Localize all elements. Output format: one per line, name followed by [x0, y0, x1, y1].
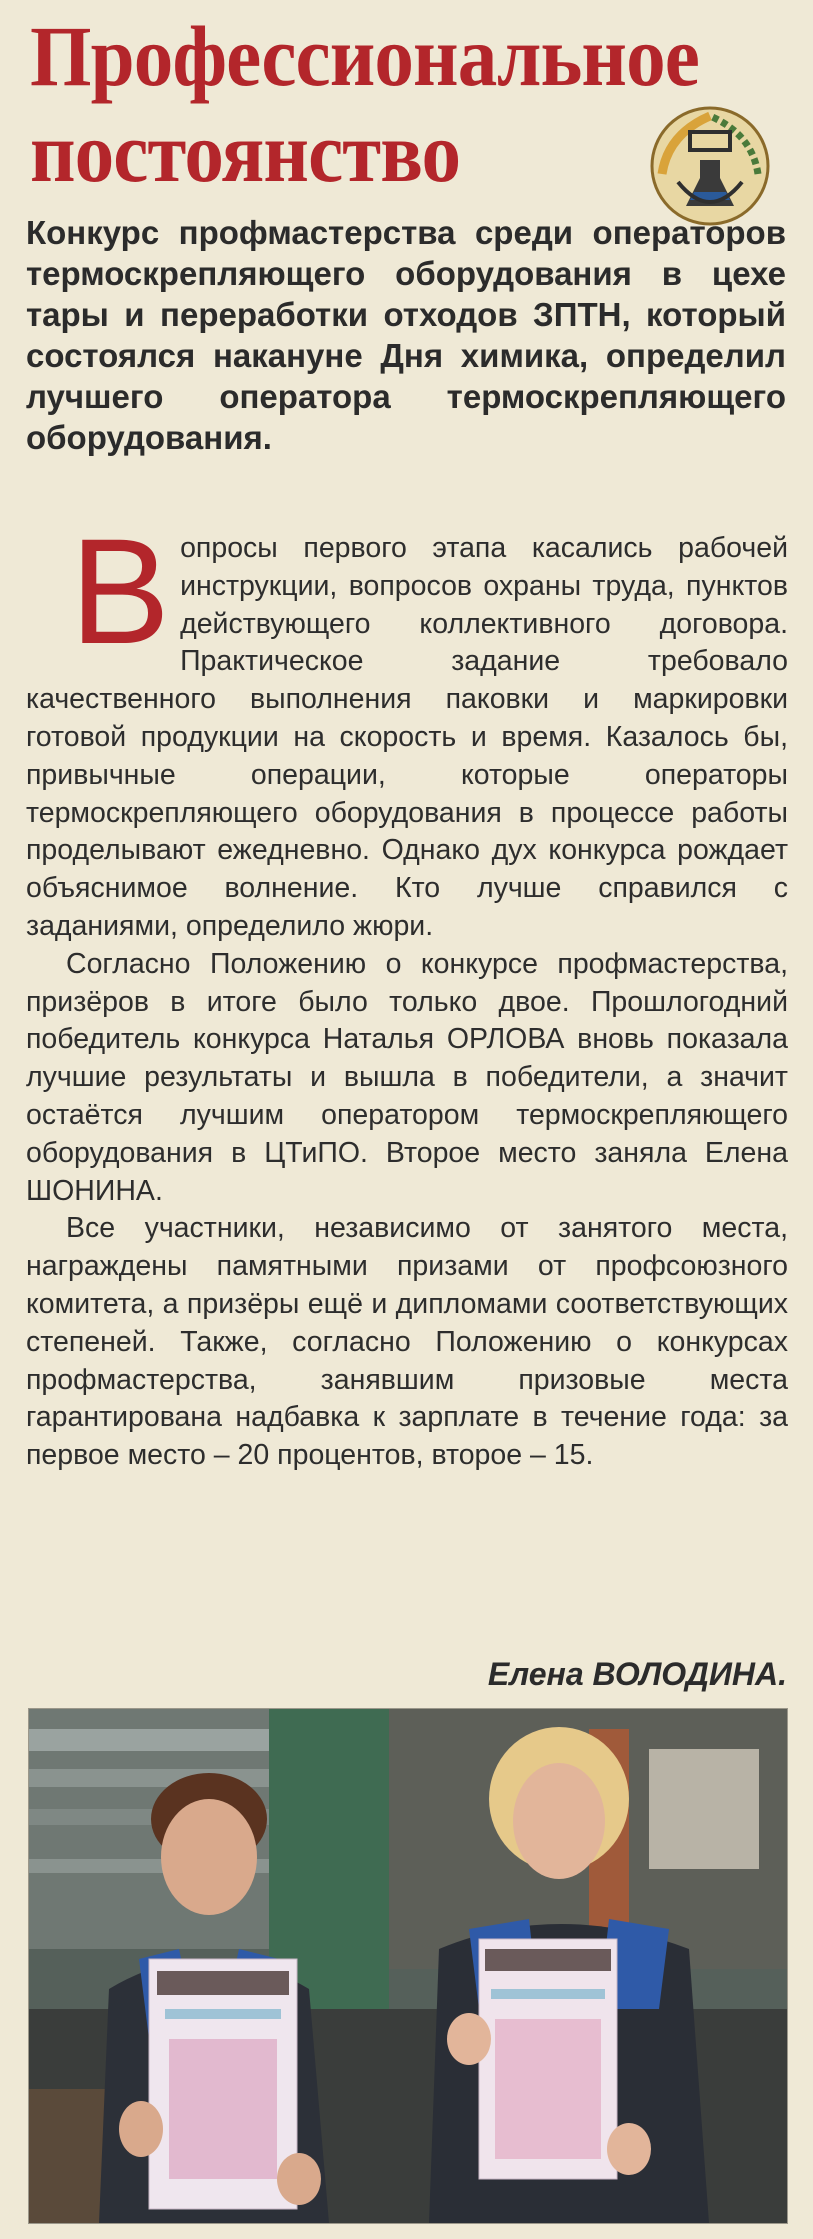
headline-line-1: Профессиональное [30, 8, 699, 104]
drop-cap: В [70, 507, 171, 675]
article-body [26, 507, 788, 1475]
article-photo [28, 1708, 788, 2224]
article-lead: Конкурс профмастерства среди операторов термоскрепляющего оборудования в цехе тары и переработки отходов ЗПТН, который состоялся накануне Дня химика, определил лучшего оператора термоскрепляющего оборудования. [26, 214, 786, 456]
article-headline [30, 8, 699, 200]
photo-two-women-diplomas [29, 1709, 787, 2223]
author-signature: Елена ВОЛОДИНА. [487, 1656, 787, 1692]
union-emblem-icon [648, 104, 772, 228]
paragraph-2: Согласно Положению о конкурсе профмастерства, призёров в итоге было только двое. Прошлогодний победитель конкурса Наталья ОРЛОВА вновь показала лучшие результаты и вышла в победители, а значит остаётся лучшим оператором термоскрепляющего оборудования в ЦТиПО. Второе место заняла Елена ШОНИНА. [26, 947, 788, 1207]
paragraph-3: Все участники, независимо от занятого места, награждены памятными призами от профсоюзного комитета, а призёры ещё и дипломами соответствующих степеней. Также, согласно Положению о конкурсах профмастерства, занявшим призовые места гарантирована надбавка к зарплате в течение года: за первое место – 20 процентов, второе – 15. [26, 1212, 788, 1472]
paragraph-1-text: опросы первого этапа касались рабочей инструкции, вопросов охраны труда, пунктов действующего коллективного договора. Практическое задание требовало качественного выполнения паковки и маркировки готовой продукции на скорость и время. Казалось бы, привычные операции, которые операторы термоскрепляющего оборудования в процессе работы проделывают ежедневно. Однако дух конкурса рождает объяснимое волнение. Кто лучше справился с заданиями, определило жюри. [26, 532, 788, 942]
headline-line-2: постоянство [30, 104, 461, 200]
paragraph-1 [26, 507, 788, 946]
